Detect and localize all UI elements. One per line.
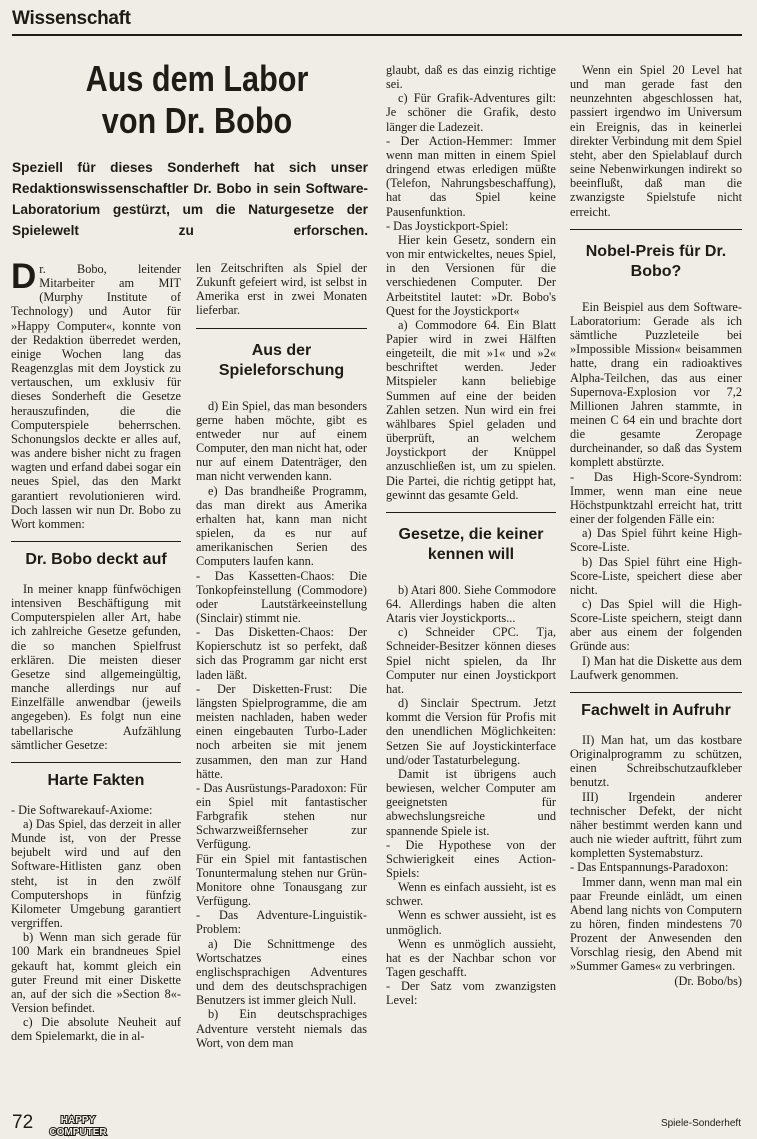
magazine-logo xyxy=(45,1113,111,1137)
paragraph: - Der Satz vom zwanzigsten Level: xyxy=(386,979,556,1008)
paragraph: Damit ist übrigens auch bewiesen, welcher Computer am geeignetsten für abwechslungsreiche und spannende Spiele ist. xyxy=(386,766,556,838)
paragraph: a) Das Spiel, das derzeit in aller Munde ist, von der Presse bejubelt wird und auf den Software-Hitlisten ganz oben steht, ist in den zwölf Computershops in fünfzig Kilometer Umgebung garantiert vergriffen. xyxy=(11,817,181,931)
subheading-nobel-preis: Nobel-Preis für Dr. Bobo? xyxy=(570,229,742,282)
article-title xyxy=(40,58,355,142)
paragraph: Wenn es einfach aussieht, ist es schwer. xyxy=(386,880,556,909)
author-signoff: (Dr. Bobo/bs) xyxy=(674,973,742,988)
logo-line-2: COMPUTER xyxy=(49,1127,107,1137)
subheading-aus-der-spieleforschung: Aus der Spieleforschung xyxy=(196,328,367,381)
paragraph: - Das Entspannungs-Paradoxon: xyxy=(570,860,729,875)
paragraph: - Das Adventure-Linguistik-Problem: xyxy=(196,908,367,937)
intro-paragraph xyxy=(11,257,181,531)
paragraph: a) Commodore 64. Ein Blatt Papier wird in zwei Hälften eingeteilt, die mit »1« und »2« beschriftet werden. Jeder Mitspieler kann beliebige Summen auf eine der beiden Zahlen setzen. Nun wird ein frei wählbares Spiel geladen und überprüft, an welchem Joystickport der Knüppel anzuschließen ist, um zu spielen. Die Partei, die richtig getippt hat, gewinnt das gesamte Geld. xyxy=(386,317,556,502)
paragraph: b) Das Spiel führt eine High-Score-Liste, speichert diese aber nicht. xyxy=(570,554,742,597)
subheading-fachwelt-in-aufruhr: Fachwelt in Aufruhr xyxy=(570,692,742,721)
paragraph: - Das Joystickport-Spiel: xyxy=(386,218,509,233)
paragraph: c) Für Grafik-Adventures gilt: Je schöner die Grafik, desto länger die Ladezeit. xyxy=(386,91,556,134)
paragraph: - Der Action-Hemmer: Immer wenn man mitten in einem Spiel dringend etwas erledigen müßte (Telefon, Nahrungsbeschaffung), hat das Spiel keine Pausenfunktion. xyxy=(386,133,556,219)
paragraph: II) Man hat, um das kostbare Originalprogramm zu schützen, einen Schreibschutzaufkleber benutzt. xyxy=(570,732,742,790)
subheading-gesetze-die-keiner-kennen-will: Gesetze, die keiner kennen will xyxy=(386,512,556,565)
paragraph: - Der Disketten-Frust: Die längsten Spielprogramme, die am meisten nachladen, haben weder einen eingebauten Turbo-Lader noch arbeiten sie mit jenem zusammen, den man zur Hand hätte. xyxy=(196,681,367,781)
lead-paragraph: Speziell für dieses Sonderheft hat sich unser Redaktionswissenschaftler Dr. Bobo in sein Software-Laboratorium gestürzt, um die Naturgesetze der Spielewelt zu erforschen. xyxy=(12,160,368,238)
paragraph: Wenn ein Spiel 20 Level hat und man gerade fast den neunzehnten abgeschlossen hat, passiert irgendwo im Universum ein Ereignis, das in keinerlei direkter Verbindung mit dem Spiel steht, aber den Spielablauf durch seine Nebenwirkungen indirekt so beeinflußt, daß man die zwanzigste Spielstufe nicht erreicht. xyxy=(570,63,742,219)
paragraph: e) Das brandheiße Programm, das man direkt aus Amerika erhalten hat, kann man nicht spielen, da es nur auf amerikanischen Serien des Computers laufen kann. xyxy=(196,483,367,569)
intro-text: r. Bobo, leitender Mitarbeiter am MIT (Murphy Institute of Technology) und Autor für »Happy Computer«, konnte von der Redaktion überredet werden, einige Wochen lang das Reagenzglas mit dem Joystick zu vertauschen, um exklusiv für dieses Sonderheft die Gesetze herauszufinden, die die Computerspiele beherrschen. Schonungslos deckte er alles auf, was andere bisher nicht zu fragen wagten und erfand dabei sogar ein neues Spiel, das den Markt garantiert revolutionieren wird. Doch lassen wir nun Dr. Bobo zu Wort kommen: xyxy=(11,262,181,531)
paragraph: Immer dann, wenn man mal ein paar Freunde einlädt, um einen Abend lang nichts von Computern zu hören, finden mindestens 70 Prozent der Anwesenden den Vorschlag riesig, den Abend mit »Summer Games« zu verbringen. xyxy=(570,874,742,974)
subheading-harte-fakten: Harte Fakten xyxy=(11,762,181,791)
paragraph: Wenn es unmöglich aussieht, hat es der Nachbar schon vor Tagen geschafft. xyxy=(386,936,556,980)
paragraph: - Das Kassetten-Chaos: Die Tonkopfeinstellung (Commodore) oder Lautstärkeeinstellung (Sinclair) stimmt nie. xyxy=(196,568,367,625)
paragraph: a) Die Schnittmenge des Wortschatzes eines englischsprachigen Adventures und dem des deutschsprachigen Benutzers ist immer gleich Null. xyxy=(196,936,367,1008)
column-2 xyxy=(196,261,367,1050)
paragraph: In meiner knapp fünfwöchigen intensiven Beschäftigung mit Computerspielen aller Art, habe ich zahlreiche Gesetze gefunden, die so manchen Spielfrust erklären. Die meisten dieser Gesetze sind allgemeingültig, manche allerdings nur auf Einzelfälle anwendbar (jeweils angegeben). Es folgt nun eine tabellarische Aufzählung sämtlicher Gesetze: xyxy=(11,581,181,752)
column-1 xyxy=(11,257,181,1044)
paragraph: len Zeitschriften als Spiel der Zukunft gefeiert wird, ist selbst in Amerika erst in zwei Monaten lieferbar. xyxy=(196,261,367,318)
paragraph: c) Schneider CPC. Tja, Schneider-Besitzer können dieses Spiel nicht spielen, da Ihr Computer nur einen Joystickport hat. xyxy=(386,625,556,696)
paragraph: Für ein Spiel mit fantastischen Tonuntermalung stehen nur Grün-Monitore ohne Tonausgang zur Verfügung. xyxy=(196,851,367,909)
paragraph: a) Das Spiel führt keine High-Score-Liste. xyxy=(570,526,742,555)
paragraph: b) Ein deutschsprachiges Adventure versteht niemals das Wort, von dem man xyxy=(196,1007,367,1050)
page-number: 72 xyxy=(12,1112,34,1133)
paragraph: - Das Ausrüstungs-Paradoxon: Für ein Spiel mit fantastischer Farbgrafik stehen nur Schwarzweißfernseher zur Verfügung. xyxy=(196,780,367,852)
column-4 xyxy=(570,63,742,988)
paragraph: c) Das Spiel will die High-Score-Liste speichern, steigt dann aber aus einem der folgenden Gründe aus: xyxy=(570,597,742,654)
paragraph: b) Atari 800. Siehe Commodore 64. Allerdings haben die alten Ataris vier Joystickports... xyxy=(386,582,556,626)
logo-line-1: HAPPY xyxy=(60,1115,96,1126)
paragraph: glaubt, daß es das einzig richtige sei. xyxy=(386,63,556,92)
title-line-2: von Dr. Bobo xyxy=(101,100,293,141)
section-label: Wissenschaft xyxy=(12,8,131,29)
paragraph: d) Ein Spiel, das man besonders gerne haben möchte, gibt es entweder nur auf einem Computer, den man nicht hat, oder nur auf einem Datenträger, den man nicht verwenden kann. xyxy=(196,398,367,484)
paragraph: b) Wenn man sich gerade für 100 Mark ein brandneues Spiel gekauft hat, kommt gleich ein guter Freund mit einer Diskette an, auf der sich die »Section 8«-Version befindet. xyxy=(11,930,181,1016)
section-divider xyxy=(12,34,742,36)
paragraph: c) Die absolute Neuheit auf dem Spielemarkt, die in al- xyxy=(11,1015,181,1044)
paragraph: - Das Disketten-Chaos: Der Kopierschutz ist so perfekt, daß sich das Programm gar nicht erst laden läßt. xyxy=(196,625,367,682)
paragraph: I) Man hat die Diskette aus dem Laufwerk genommen. xyxy=(570,653,742,682)
footer-publication: Spiele-Sonderheft xyxy=(660,1118,741,1129)
paragraph: Hier kein Gesetz, sondern ein von mir entwickeltes, neues Spiel, in den Versionen für die verschiedenen Computer. Der Arbeitstitel lautet: »Dr. Bobo's Quest for the Joystickport« xyxy=(386,232,556,318)
paragraph: III) Irgendein anderer technischer Defekt, der nicht näher bestimmt werden kann und auch nie wieder auftritt, führt zum kompletten Systemabsturz. xyxy=(570,789,742,861)
drop-cap: D xyxy=(11,257,37,296)
paragraph: Ein Beispiel aus dem Software-Laboratorium: Gerade als ich sämtliche Puzzleteile bei »Impossible Mission« beisammen hatte, drang ein radioaktives Alpha-Teilchen, das aus einer Supernova-Explosion vor 7,2 Millionen Jahren stammte, in meinen C 64 ein und brachte dort die gesamte Zeropage durcheinander, so daß das System komplett abstürzte. xyxy=(570,299,742,470)
subheading-dr-bobo-deckt-auf: Dr. Bobo deckt auf xyxy=(11,541,181,570)
paragraph: Wenn es schwer aussieht, ist es unmöglich. xyxy=(386,908,556,937)
paragraph: - Die Softwarekauf-Axiome: xyxy=(11,802,153,817)
paragraph: d) Sinclair Spectrum. Jetzt kommt die Version für Profis mit den unendlichen Möglichkeiten: Setzen Sie auf Joystickinterface und/oder Tastaturbelegung. xyxy=(386,696,556,767)
paragraph: - Das High-Score-Syndrom: Immer, wenn man eine neue Höchstpunktzahl erreicht hat, tritt einer der folgenden Fälle ein: xyxy=(570,469,742,527)
title-line-1: Aus dem Labor xyxy=(85,58,309,99)
column-3 xyxy=(386,63,556,1008)
paragraph: - Die Hypothese von der Schwierigkeit eines Action-Spiels: xyxy=(386,837,556,880)
